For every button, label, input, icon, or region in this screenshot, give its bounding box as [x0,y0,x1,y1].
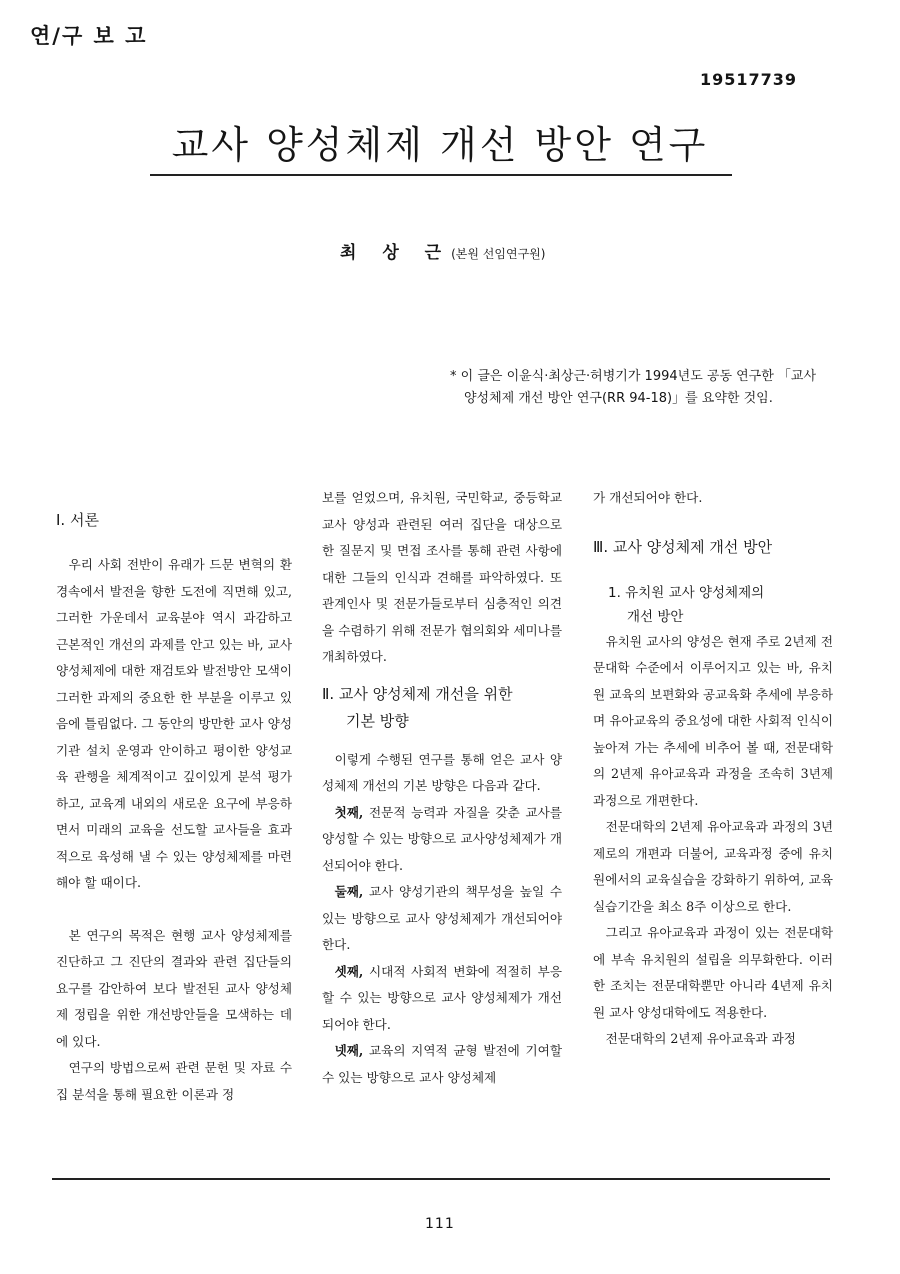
footnote-line-1: * 이 글은 이윤식·최상근·허병기가 1994년도 공동 연구한 「교사 [450,369,817,384]
author-name: 최 상 근 [340,243,452,263]
direction-item-4-continued: 가 개선되어야 한다. [593,490,703,505]
direction-item-2 [322,879,562,959]
section-label: 연/구 보 고 [30,24,148,48]
heading-basic-direction-line-2: 기본 방향 [346,711,409,730]
direction-item-2-lead: 둘째, [334,884,364,899]
article-title: 교사 양성체제 개선 방안 연구 [171,123,709,167]
footnote-block [450,366,830,410]
direction-item-4-text: 교육의 지역적 균형 발전에 기여할 수 있는 방향으로 교사 양성체제 [322,1043,562,1085]
footnote-line-2: 양성체제 개선 방안 연구(RR 94-18)」를 요약한 것임. [464,391,773,406]
direction-item-3 [322,959,562,1039]
heading-spacer [593,512,833,534]
column-middle [322,485,562,1091]
kindergarten-paragraph-4: 전문대학의 2년제 유아교육과 과정 [605,1031,796,1046]
direction-item-3-text: 시대적 사회적 변화에 적절히 부응할 수 있는 방향으로 교사 양성체제가 개선되어야 한다. [322,963,562,1032]
kindergarten-paragraph-2: 전문대학의 2년제 유아교육과 과정의 3년제로의 개편과 더불어, 교육과정 중에 유치원에서의 교육실습을 강화하기 위하여, 교육실습기간을 최소 8주 이상으로 한다. [593,819,833,914]
direction-item-4 [322,1038,562,1091]
document-id: 19517739 [700,70,798,89]
subheading-kindergarten-line-2: 개선 방안 [627,608,684,625]
author-affiliation: (본원 선임연구원) [451,247,546,261]
direction-item-1-lead: 첫째, [334,804,364,820]
heading-spacer [56,534,292,552]
heading-spacer [322,735,562,747]
direction-item-3-lead: 셋째, [334,963,364,979]
kindergarten-paragraph-1: 유치원 교사의 양성은 현재 주로 2년제 전문대학 수준에서 이루어지고 있는 바, 유치원 교육의 보편화와 공교육화 추세에 부응하며 유아교육의 중요성에 대한 사회적 인식이 높아져 가는 추세에 비추어 볼 때, 전문대학의 2년제 유아교육과 과정을 조속히 3년제 과정으로 개편한다. [593,633,833,808]
heading-introduction: Ⅰ. 서론 [56,511,99,529]
footer-rule [52,1178,830,1180]
kindergarten-paragraph-3: 그리고 유아교육과 과정이 있는 전문대학에 부속 유치원의 설립을 의무화한다. 이러한 조치는 전문대학뿐만 아니라 4년제 유치원 교사 양성대학에도 적용한다. [593,925,833,1020]
column-right [593,485,833,1053]
intro-paragraph-2: 본 연구의 목적은 현행 교사 양성체제를 진단하고 그 진단의 결과와 관련 집단들의 요구를 감안하여 보다 발전된 교사 양성체제 정립을 위한 개선방안들을 모색하는 데에 있다. [56,927,292,1049]
heading-spacer [593,561,833,581]
heading-spacer [322,671,562,681]
direction-item-2-text: 교사 양성기관의 책무성을 높일 수 있는 방향으로 교사 양성체제가 개선되어야 한다. [322,884,562,952]
subheading-kindergarten-line-1: 1. 유치원 교사 양성체제의 [608,584,765,601]
column-left [56,485,292,1108]
method-paragraph: 보를 얻었으며, 유치원, 국민학교, 중등학교 교사 양성과 관련된 여러 집단을 대상으로 한 질문지 및 면접 조사를 통해 관련 사항에 대한 그들의 인식과 견해를 파악하였다. 또 관계인사 및 전문가들로부터 심층적인 의견을 수렴하기 위해 전문가 협의회와 세미나를 개최하였다. [322,490,562,664]
author-line [340,238,545,263]
intro-paragraph-3: 연구의 방법으로써 관련 문헌 및 자료 수집 분석을 통해 필요한 이론과 정 [56,1060,292,1102]
direction-item-4-lead: 넷째, [334,1043,364,1058]
direction-intro-paragraph: 이렇게 수행된 연구를 통해 얻은 교사 양성체제 개선의 기본 방향은 다음과 같다. [322,751,562,793]
column-top-spacer [56,485,292,507]
direction-item-1 [322,800,562,880]
intro-paragraph-1: 우리 사회 전반이 유래가 드문 변혁의 환경속에서 발전을 향한 도전에 직면해 있고, 그러한 가운데서 교육분야 역시 과감하고 근본적인 개선의 과제를 안고 있는 바, 교사 양성체제에 대한 재검토와 발전방안 모색이 그러한 과제의 중요한 한 부분을 이루고 있음에 틀림없다. 그 동안의 방만한 교사 양성기관 설치 운영과 안이하고 평이한 양성교육 관행을 체계적이고 깊이있게 분석 평가하고, 교육계 내외의 새로운 요구에 부응하면서 미래의 교육을 선도할 교사들을 효과적으로 육성해 낼 수 있는 양성체제를 마련해야 할 때이다. [56,557,292,890]
page-number: 111 [425,1216,455,1232]
direction-item-1-text: 전문적 능력과 자질을 갖춘 교사를 양성할 수 있는 방향으로 교사양성체제가 개선되어야 한다. [322,804,562,873]
paragraph-spacer [56,897,292,923]
title-underline [150,174,732,176]
heading-basic-direction-line-1: Ⅱ. 교사 양성체제 개선을 위한 [322,684,513,703]
heading-improvement-plan: Ⅲ. 교사 양성체제 개선 방안 [593,537,773,556]
